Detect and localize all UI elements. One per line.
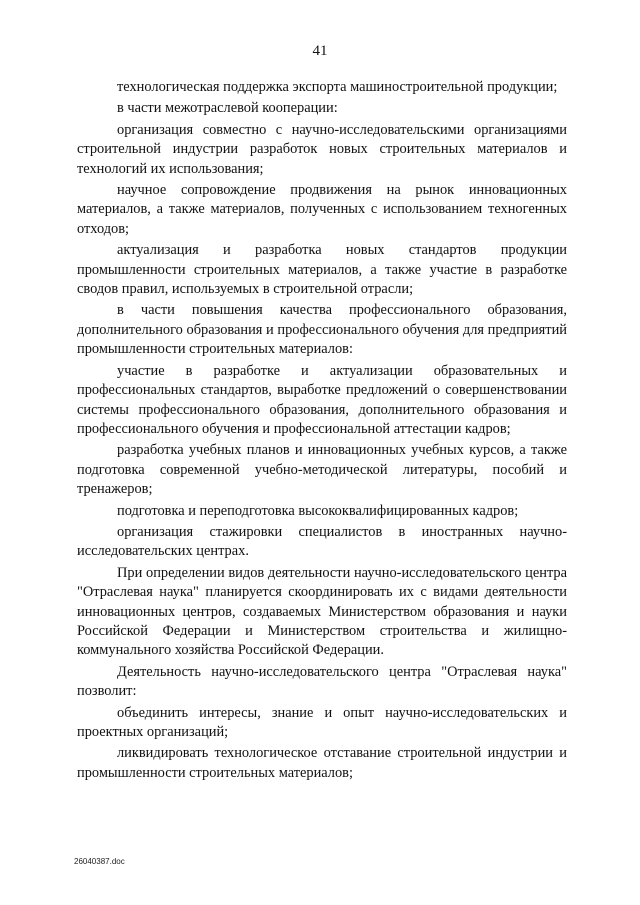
page-number: 41 — [312, 43, 328, 59]
paragraph: научное сопровождение продвижения на рынок инновационных материалов, а также материалов, полученных с использованием техногенных отходов; — [77, 182, 567, 237]
paragraph: объединить интересы, знание и опыт научно-исследовательских и проектных организаций; — [77, 704, 567, 740]
paragraph: участие в разработке и актуализации образовательных и профессиональных стандартов, выработке предложений о совершенствовании системы профессионального образования, дополнительного образования и профессионального обучения и профессиональной аттестации кадров; — [77, 362, 567, 437]
paragraph: технологическая поддержка экспорта машиностроительной продукции; — [117, 79, 558, 95]
paragraph: в части межотраслевой кооперации: — [117, 100, 338, 117]
paragraph: ликвидировать технологическое отставание строительной индустрии и промышленности строительных материалов; — [77, 745, 567, 781]
paragraph: При определении видов деятельности научно-исследовательского центра "Отраслевая наука" планируется скоординировать их с видами деятельности инновационных центров, создаваемых Министерством образования и науки Российской Федерации и Министерством строительства и жилищно-коммунального хозяйства Российской Федерации. — [77, 564, 567, 659]
paragraph: организация совместно с научно-исследовательскими организациями строительной индустрии разработок новых строительных материалов и технологий их использования; — [77, 121, 567, 177]
paragraph: актуализация и разработка новых стандартов продукции промышленности строительных материалов, а также участие в разработке сводов правил, используемых в строительной отрасли; — [77, 242, 567, 298]
paragraph: Деятельность научно-исследовательского центра "Отраслевая наука" позволит: — [77, 663, 567, 700]
document-filename: 26040387.doc — [74, 857, 125, 866]
paragraph: организация стажировки специалистов в иностранных научно-исследовательских центрах. — [77, 523, 567, 560]
paragraph: в части повышения качества профессионального образования, дополнительного образования и профессионального обучения для предприятий промышленности строительных материалов: — [77, 302, 567, 358]
paragraph: разработка учебных планов и инновационных учебных курсов, а также подготовка современной учебно-методической литературы, пособий и тренажеров; — [77, 442, 567, 498]
document-body — [77, 78, 567, 785]
paragraph: подготовка и переподготовка высококвалифицированных кадров; — [117, 502, 519, 519]
